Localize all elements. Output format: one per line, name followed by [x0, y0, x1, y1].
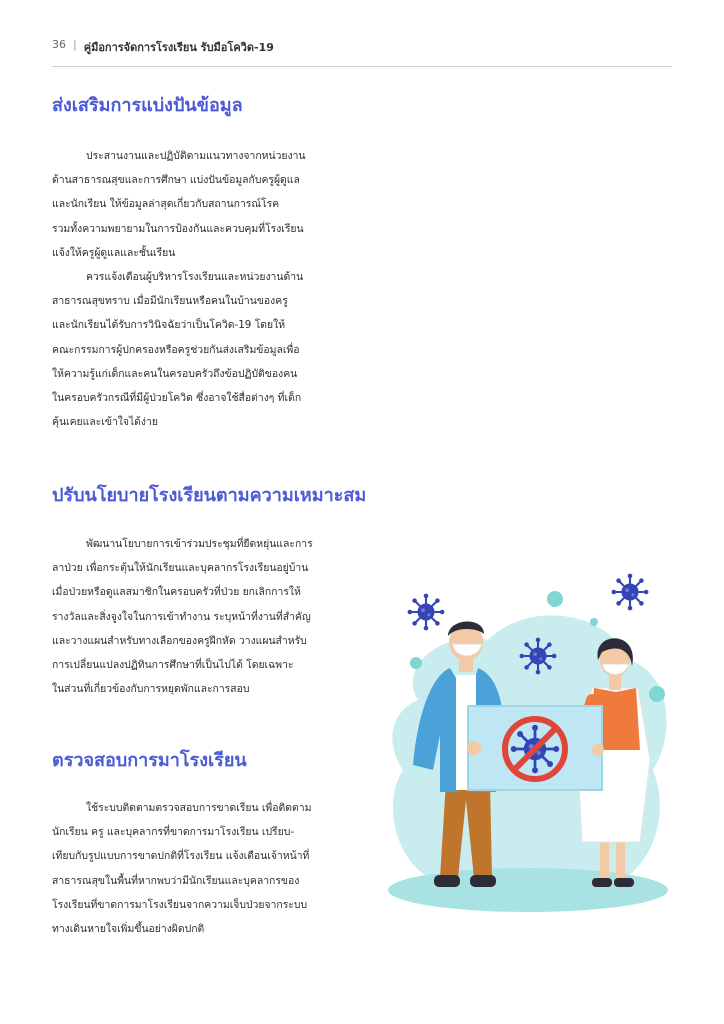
anti-virus-sign — [468, 706, 602, 790]
section-title-share-info: ส่งเสริมการแบ่งปันข้อมูล — [52, 95, 243, 116]
text-line: ทางเดินหายใจเพิ่มขึ้นอย่างผิดปกติ — [52, 923, 205, 936]
page-number: 36 — [52, 38, 66, 51]
text-line: ควรแจ้งเตือนผู้บริหารโรงเรียนและหน่วยงานด้าน — [86, 271, 304, 284]
text-line: สาธารณสุขทราบ เมื่อมีนักเรียนหรือคนในบ้านของครู — [52, 295, 288, 308]
text-line: ในครอบครัวกรณีที่มีผู้ป่วยโควิด ซึ่งอาจใช้สื่อต่างๆ ที่เด็ก — [52, 392, 302, 405]
text-line: เทียบกับรูปแบบการขาดปกติที่โรงเรียน แจ้งเตือนเจ้าหน้าที่ — [52, 850, 310, 863]
covid-prevention-illustration — [378, 560, 678, 930]
virus-icon — [408, 594, 445, 631]
text-line: โรงเรียนที่ขาดการมาโรงเรียนจากความเจ็บป่วยจากระบบ — [52, 898, 308, 911]
text-line: พัฒนานโยบายการเข้าร่วมประชุมที่ยืดหยุ่นและการ — [86, 538, 313, 550]
page-header — [52, 38, 672, 67]
text-line: รางวัลและสิ่งจูงใจในการเข้าทำงาน ระบุหน้าที่งานที่สำคัญ — [52, 610, 311, 623]
decor-dot — [547, 591, 563, 607]
virus-icon — [520, 638, 557, 675]
text-line: ให้ความรู้แก่เด็กและคนในครอบครัวถึงข้อปฏิบัติของคน — [52, 367, 298, 380]
text-line: คุ้นเคยและเข้าใจได้ง่าย — [52, 416, 158, 429]
text-line: นักเรียน ครู และบุคลากรที่ขาดการมาโรงเรียน เปรียบ- — [52, 826, 295, 839]
text-line: แจ้งให้ครูผู้ดูแลและชั้นเรียน — [52, 246, 176, 259]
document-title: คู่มือการจัดการโรงเรียน รับมือโควิด-19 — [83, 41, 274, 54]
text-line: และนักเรียนได้รับการวินิจฉัยว่าเป็นโควิด-19 โดยให้ — [52, 319, 286, 332]
decor-dot — [590, 618, 598, 626]
decor-dot — [649, 686, 665, 702]
hand — [592, 744, 604, 756]
text-line: คณะกรรมการผู้ปกครองหรือครูช่วยกันส่งเสริมข้อมูลเพื่อ — [52, 343, 300, 356]
section-title-school-policy: ปรับนโยบายโรงเรียนตามความเหมาะสม — [52, 485, 367, 506]
decor-dot — [410, 657, 422, 669]
hand — [467, 741, 481, 755]
section-body-attendance — [52, 796, 354, 941]
text-line: ลาป่วย เพื่อกระตุ้นให้นักเรียนและบุคลากรโรงเรียนอยู่บ้าน — [52, 562, 309, 575]
text-line: ประสานงานและปฏิบัติตามแนวทางจากหน่วยงาน — [86, 150, 306, 162]
section-body-share-info — [52, 144, 354, 434]
text-line: สาธารณสุขในพื้นที่หากพบว่ามีนักเรียนและบุคลากรของ — [52, 874, 300, 887]
ground-shadow — [388, 868, 668, 912]
text-line: การเปลี่ยนแปลงปฏิทินการศึกษาที่เป็นไปได้ โดยเฉพาะ — [52, 659, 294, 672]
header-divider: | — [73, 38, 77, 51]
section-title-attendance: ตรวจสอบการมาโรงเรียน — [52, 750, 247, 771]
text-line: และนักเรียน ให้ข้อมูลล่าสุดเกี่ยวกับสถานการณ์โรค — [52, 198, 280, 211]
virus-icon — [612, 574, 649, 611]
section-body-school-policy — [52, 532, 354, 701]
text-line: ในส่วนที่เกี่ยวข้องกับการหยุดพักและการสอบ — [52, 683, 250, 696]
text-line: รวมทั้งความพยายามในการป้องกันและควบคุมที่โรงเรียน — [52, 222, 304, 235]
text-line: ด้านสาธารณสุขและการศึกษา แบ่งปันข้อมูลกับครูผู้ดูแล — [52, 174, 300, 187]
text-line: เมื่อป่วยหรือดูแลสมาชิกในครอบครัวที่ป่วย ยกเลิกการให้ — [52, 586, 301, 599]
text-line: ใช้ระบบติดตามตรวจสอบการขาดเรียน เพื่อติดตาม — [86, 802, 312, 814]
text-line: และวางแผนสำหรับทางเลือกของครูฝึกหัด วางแผนสำหรับ — [52, 634, 307, 647]
